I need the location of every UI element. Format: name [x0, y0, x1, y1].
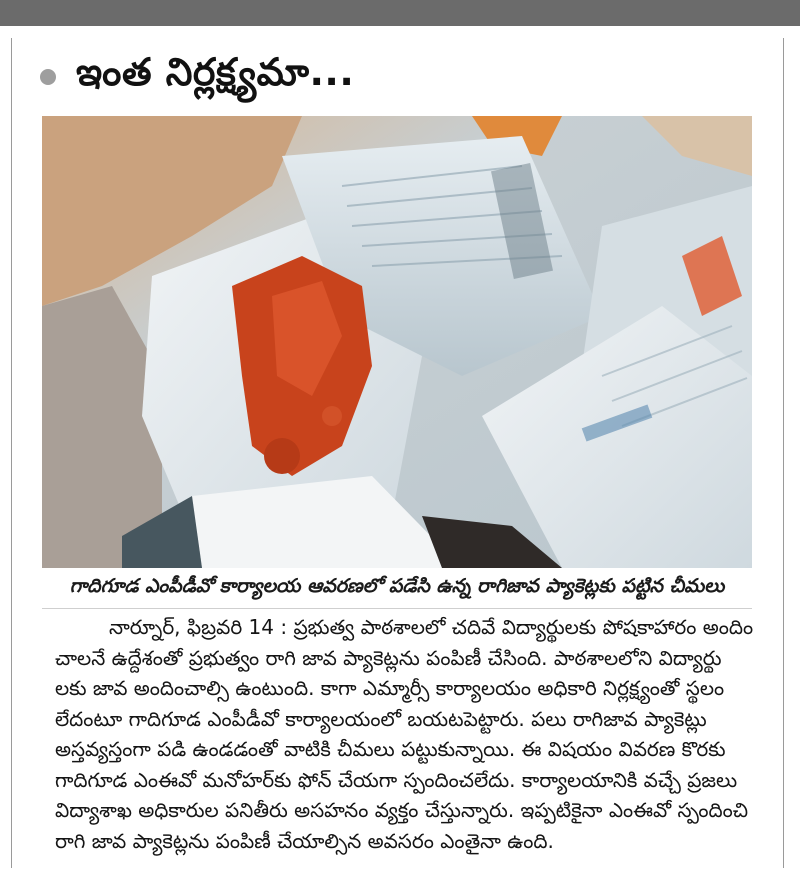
page-top-bar	[0, 0, 800, 26]
headline-text: ఇంత నిర్లక్ష్యమా...	[76, 50, 355, 94]
article-body	[55, 612, 755, 856]
body-line: విద్యాశాఖ అధికారుల పనితీరు అసహనం వ్యక్తం చేస్తున్నారు. ఇప్పటికైనా ఎంఈవో స్పందించి	[55, 798, 749, 822]
body-line: గాదిగూడ ఎంఈవో మనోహర్‌కు ఫోన్ చేయగా స్పందించలేదు. కార్యాలయానికి వచ్చే ప్రజలు	[55, 767, 738, 792]
body-line: లేదంటూ గాదిగూడ ఎంపీడీవో కార్యాలయంలో బయటపెట్టారు. పలు రాగిజావ ప్యాకెట్లు	[55, 706, 707, 731]
bullet-icon	[40, 69, 56, 85]
caption-divider	[42, 608, 752, 609]
body-line: అస్తవ్యస్తంగా పడి ఉండడంతో వాటికి చీమలు పట్టుకున్నాయి. ఈ విషయం వివరణ కొరకు	[55, 737, 726, 761]
body-line: నార్నూర్, ఫిబ్రవరి 14 : ప్రభుత్వ పాఠశాలలో చదివే విద్యార్థులకు పోషకాహారం అందిం	[109, 615, 754, 639]
body-line: రాగి జావ ప్యాకెట్లను పంపిణీ చేయాల్సిన అవసరం ఎంతైనా ఉంది.	[55, 828, 554, 853]
news-photo	[42, 116, 752, 568]
column-rule-left	[11, 38, 12, 868]
headline	[40, 48, 354, 106]
photo-caption: గాదిగూడ ఎంపీడీవో కార్యాలయ ఆవరణలో పడేసి ఉన్న రాగిజావ ప్యాకెట్లకు పట్టిన చీమలు	[69, 574, 725, 597]
body-line: లకు జావ అందించాల్సి ఉంటుంది. కాగా ఎమ్మార్సీ కార్యాలయం అధికారి నిర్లక్ష్యంతో స్థలం	[55, 676, 725, 700]
photo-illustration	[42, 116, 752, 568]
body-line: చాలనే ఉద్దేశంతో ప్రభుత్వం రాగి జావ ప్యాకెట్లను పంపిణీ చేసింది. పాఠశాలలోని విద్యార్థు	[55, 645, 722, 670]
column-rule-right	[783, 38, 784, 868]
